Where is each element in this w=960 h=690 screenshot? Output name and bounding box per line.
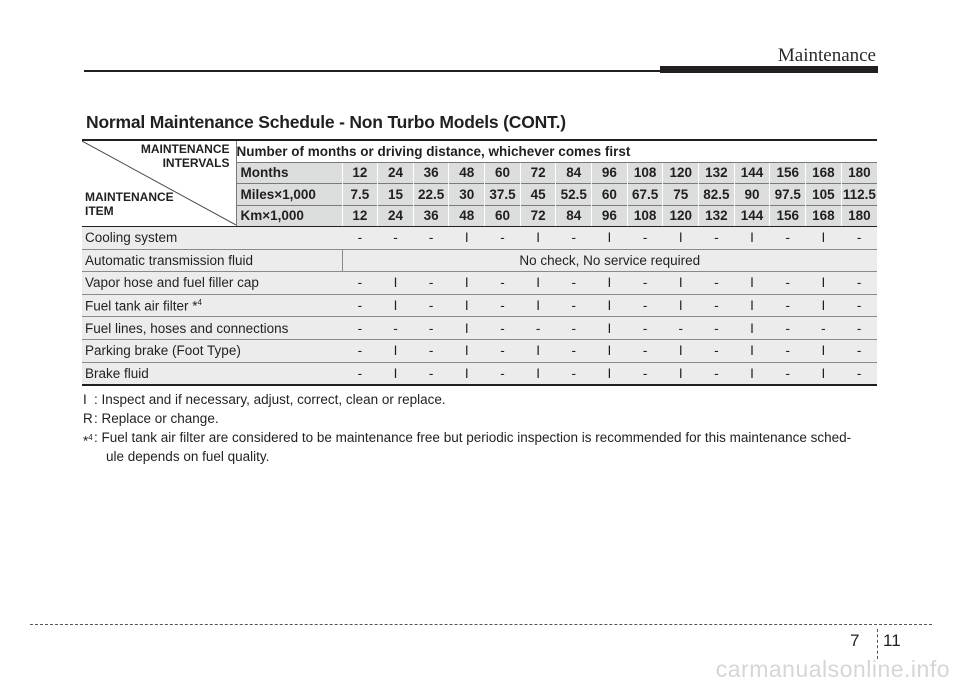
schedule-cell: - <box>841 272 877 295</box>
schedule-cell: I <box>592 294 628 317</box>
interval-heading-row <box>82 140 877 162</box>
schedule-cell: - <box>627 227 663 250</box>
schedule-cell: I <box>663 227 699 250</box>
schedule-cell: I <box>734 294 770 317</box>
schedule-cell: - <box>770 317 806 340</box>
schedule-cell: I <box>592 339 628 362</box>
schedule-cell: I <box>663 272 699 295</box>
table-row <box>82 362 877 385</box>
km-value: 36 <box>413 205 449 227</box>
schedule-cell: I <box>806 227 842 250</box>
footer-dashed-rule <box>30 624 932 625</box>
schedule-cell: - <box>485 362 521 385</box>
schedule-cell: - <box>485 227 521 250</box>
schedule-cell: - <box>841 227 877 250</box>
km-label: Km×1,000 <box>236 205 342 227</box>
schedule-cell: I <box>449 227 485 250</box>
item-name: Automatic transmission fluid <box>82 249 342 272</box>
schedule-cell: - <box>556 294 592 317</box>
km-value: 48 <box>449 205 485 227</box>
schedule-cell: - <box>556 362 592 385</box>
schedule-cell: - <box>627 362 663 385</box>
schedule-cell: - <box>485 339 521 362</box>
schedule-cell: - <box>485 272 521 295</box>
schedule-cell: I <box>378 339 414 362</box>
miles-value: 52.5 <box>556 184 592 206</box>
interval-heading: Number of months or driving distance, whichever comes first <box>236 140 877 162</box>
no-service-note: No check, No service required <box>342 249 877 272</box>
miles-value: 67.5 <box>627 184 663 206</box>
schedule-cell: - <box>770 294 806 317</box>
schedule-cell: - <box>556 339 592 362</box>
schedule-cell: I <box>806 272 842 295</box>
item-name: Brake fluid <box>82 362 342 385</box>
miles-value: 112.5 <box>841 184 877 206</box>
km-value: 120 <box>663 205 699 227</box>
km-value: 108 <box>627 205 663 227</box>
miles-label: Miles×1,000 <box>236 184 342 206</box>
schedule-cell: - <box>770 272 806 295</box>
schedule-cell: I <box>378 272 414 295</box>
schedule-cell: I <box>734 317 770 340</box>
schedule-cell: - <box>342 339 378 362</box>
schedule-cell: I <box>663 339 699 362</box>
watermark: carmanualsonline.info <box>715 656 950 682</box>
schedule-cell: - <box>413 317 449 340</box>
months-value: 24 <box>378 162 414 184</box>
schedule-cell: I <box>520 339 556 362</box>
months-value: 72 <box>520 162 556 184</box>
schedule-cell: I <box>734 227 770 250</box>
months-value: 156 <box>770 162 806 184</box>
page-number: 11 <box>883 631 901 650</box>
schedule-cell: - <box>770 339 806 362</box>
miles-value: 105 <box>806 184 842 206</box>
schedule-cell: - <box>485 317 521 340</box>
table-row <box>82 294 877 317</box>
months-value: 84 <box>556 162 592 184</box>
schedule-cell: - <box>413 272 449 295</box>
months-value: 12 <box>342 162 378 184</box>
item-name: Fuel lines, hoses and connections <box>82 317 342 340</box>
schedule-cell: - <box>663 317 699 340</box>
schedule-cell: - <box>699 317 735 340</box>
months-value: 108 <box>627 162 663 184</box>
miles-value: 7.5 <box>342 184 378 206</box>
table-row <box>82 272 877 295</box>
km-value: 180 <box>841 205 877 227</box>
schedule-cell: - <box>413 339 449 362</box>
schedule-cell: - <box>699 294 735 317</box>
schedule-cell: - <box>342 317 378 340</box>
schedule-cell: I <box>592 362 628 385</box>
schedule-cell: - <box>841 317 877 340</box>
months-value: 168 <box>806 162 842 184</box>
schedule-cell: I <box>449 272 485 295</box>
maintenance-schedule-table <box>82 139 877 386</box>
schedule-cell: - <box>699 272 735 295</box>
schedule-cell: - <box>342 362 378 385</box>
schedule-cell: I <box>378 294 414 317</box>
item-name: Parking brake (Foot Type) <box>82 339 342 362</box>
schedule-cell: I <box>806 339 842 362</box>
corner-item-label: MAINTENANCE ITEM <box>85 190 174 218</box>
schedule-cell: I <box>520 272 556 295</box>
schedule-cell: I <box>592 227 628 250</box>
schedule-cell: I <box>806 362 842 385</box>
km-value: 156 <box>770 205 806 227</box>
schedule-cell: - <box>556 317 592 340</box>
miles-value: 75 <box>663 184 699 206</box>
schedule-cell: - <box>627 317 663 340</box>
months-value: 120 <box>663 162 699 184</box>
footer-page-divider <box>877 629 878 659</box>
miles-value: 45 <box>520 184 556 206</box>
page-heading: Normal Maintenance Schedule - Non Turbo Models (CONT.) <box>86 112 566 132</box>
item-name: Cooling system <box>82 227 342 250</box>
schedule-cell: - <box>342 227 378 250</box>
schedule-cell: - <box>342 272 378 295</box>
schedule-cell: I <box>449 317 485 340</box>
schedule-cell: I <box>378 362 414 385</box>
table-row <box>82 249 877 272</box>
schedule-cell: - <box>342 294 378 317</box>
miles-value: 90 <box>734 184 770 206</box>
km-value: 60 <box>485 205 521 227</box>
schedule-cell: I <box>592 272 628 295</box>
section-title: Maintenance <box>777 45 876 66</box>
chapter-number: 7 <box>850 631 860 650</box>
schedule-cell: I <box>520 362 556 385</box>
corner-intervals-label: MAINTENANCE INTERVALS <box>140 142 230 170</box>
months-label: Months <box>236 162 342 184</box>
schedule-cell: I <box>520 294 556 317</box>
km-value: 24 <box>378 205 414 227</box>
schedule-cell: - <box>806 317 842 340</box>
schedule-cell: I <box>806 294 842 317</box>
months-value: 144 <box>734 162 770 184</box>
schedule-cell: - <box>378 227 414 250</box>
months-value: 132 <box>699 162 735 184</box>
schedule-cell: - <box>413 227 449 250</box>
schedule-cell: - <box>627 339 663 362</box>
legend-note-footnote: *$^4$ : Fuel tank air filter are considered to be maintenance free but periodic inspection is recommended for this maintenance sched- ule depends on fuel quality. <box>83 430 852 464</box>
schedule-cell: - <box>520 317 556 340</box>
schedule-cell: - <box>627 294 663 317</box>
schedule-cell: - <box>699 227 735 250</box>
legend-note-inspect: I : Inspect and if necessary, adjust, correct, clean or replace. <box>83 392 446 407</box>
miles-value: 22.5 <box>413 184 449 206</box>
months-value: 60 <box>485 162 521 184</box>
km-value: 96 <box>592 205 628 227</box>
months-value: 180 <box>841 162 877 184</box>
km-value: 144 <box>734 205 770 227</box>
km-value: 168 <box>806 205 842 227</box>
table-corner-header <box>82 140 236 227</box>
schedule-cell: - <box>699 362 735 385</box>
schedule-cell: I <box>734 339 770 362</box>
table-row <box>82 339 877 362</box>
miles-value: 82.5 <box>699 184 735 206</box>
schedule-cell: - <box>699 339 735 362</box>
schedule-cell: - <box>770 362 806 385</box>
schedule-cell: - <box>413 362 449 385</box>
km-value: 12 <box>342 205 378 227</box>
table-row <box>82 227 877 250</box>
schedule-cell: I <box>449 294 485 317</box>
table-row <box>82 317 877 340</box>
legend-notes <box>83 390 874 466</box>
schedule-cell: I <box>734 362 770 385</box>
legend-note-replace: R : Replace or change. <box>83 411 219 426</box>
footnote-marker: 4 <box>197 297 202 307</box>
miles-value: 60 <box>592 184 628 206</box>
schedule-cell: I <box>449 362 485 385</box>
schedule-cell: - <box>556 272 592 295</box>
schedule-cell: I <box>663 362 699 385</box>
schedule-cell: I <box>734 272 770 295</box>
km-value: 72 <box>520 205 556 227</box>
miles-value: 30 <box>449 184 485 206</box>
header-rule <box>84 70 660 72</box>
schedule-cell: - <box>627 272 663 295</box>
schedule-cell: - <box>841 294 877 317</box>
schedule-cell: - <box>841 362 877 385</box>
schedule-cell: - <box>413 294 449 317</box>
km-value: 84 <box>556 205 592 227</box>
months-value: 36 <box>413 162 449 184</box>
schedule-cell: I <box>663 294 699 317</box>
schedule-cell: I <box>449 339 485 362</box>
schedule-cell: - <box>770 227 806 250</box>
schedule-cell: - <box>378 317 414 340</box>
miles-value: 97.5 <box>770 184 806 206</box>
months-value: 48 <box>449 162 485 184</box>
header-tab-bar <box>660 66 878 73</box>
schedule-cell: I <box>520 227 556 250</box>
schedule-cell: - <box>556 227 592 250</box>
item-name: Vapor hose and fuel filler cap <box>82 272 342 295</box>
item-name: Fuel tank air filter *$^4$ <box>82 294 342 317</box>
schedule-cell: - <box>485 294 521 317</box>
schedule-cell: I <box>592 317 628 340</box>
schedule-cell: - <box>841 339 877 362</box>
miles-value: 37.5 <box>485 184 521 206</box>
months-value: 96 <box>592 162 628 184</box>
miles-value: 15 <box>378 184 414 206</box>
km-value: 132 <box>699 205 735 227</box>
